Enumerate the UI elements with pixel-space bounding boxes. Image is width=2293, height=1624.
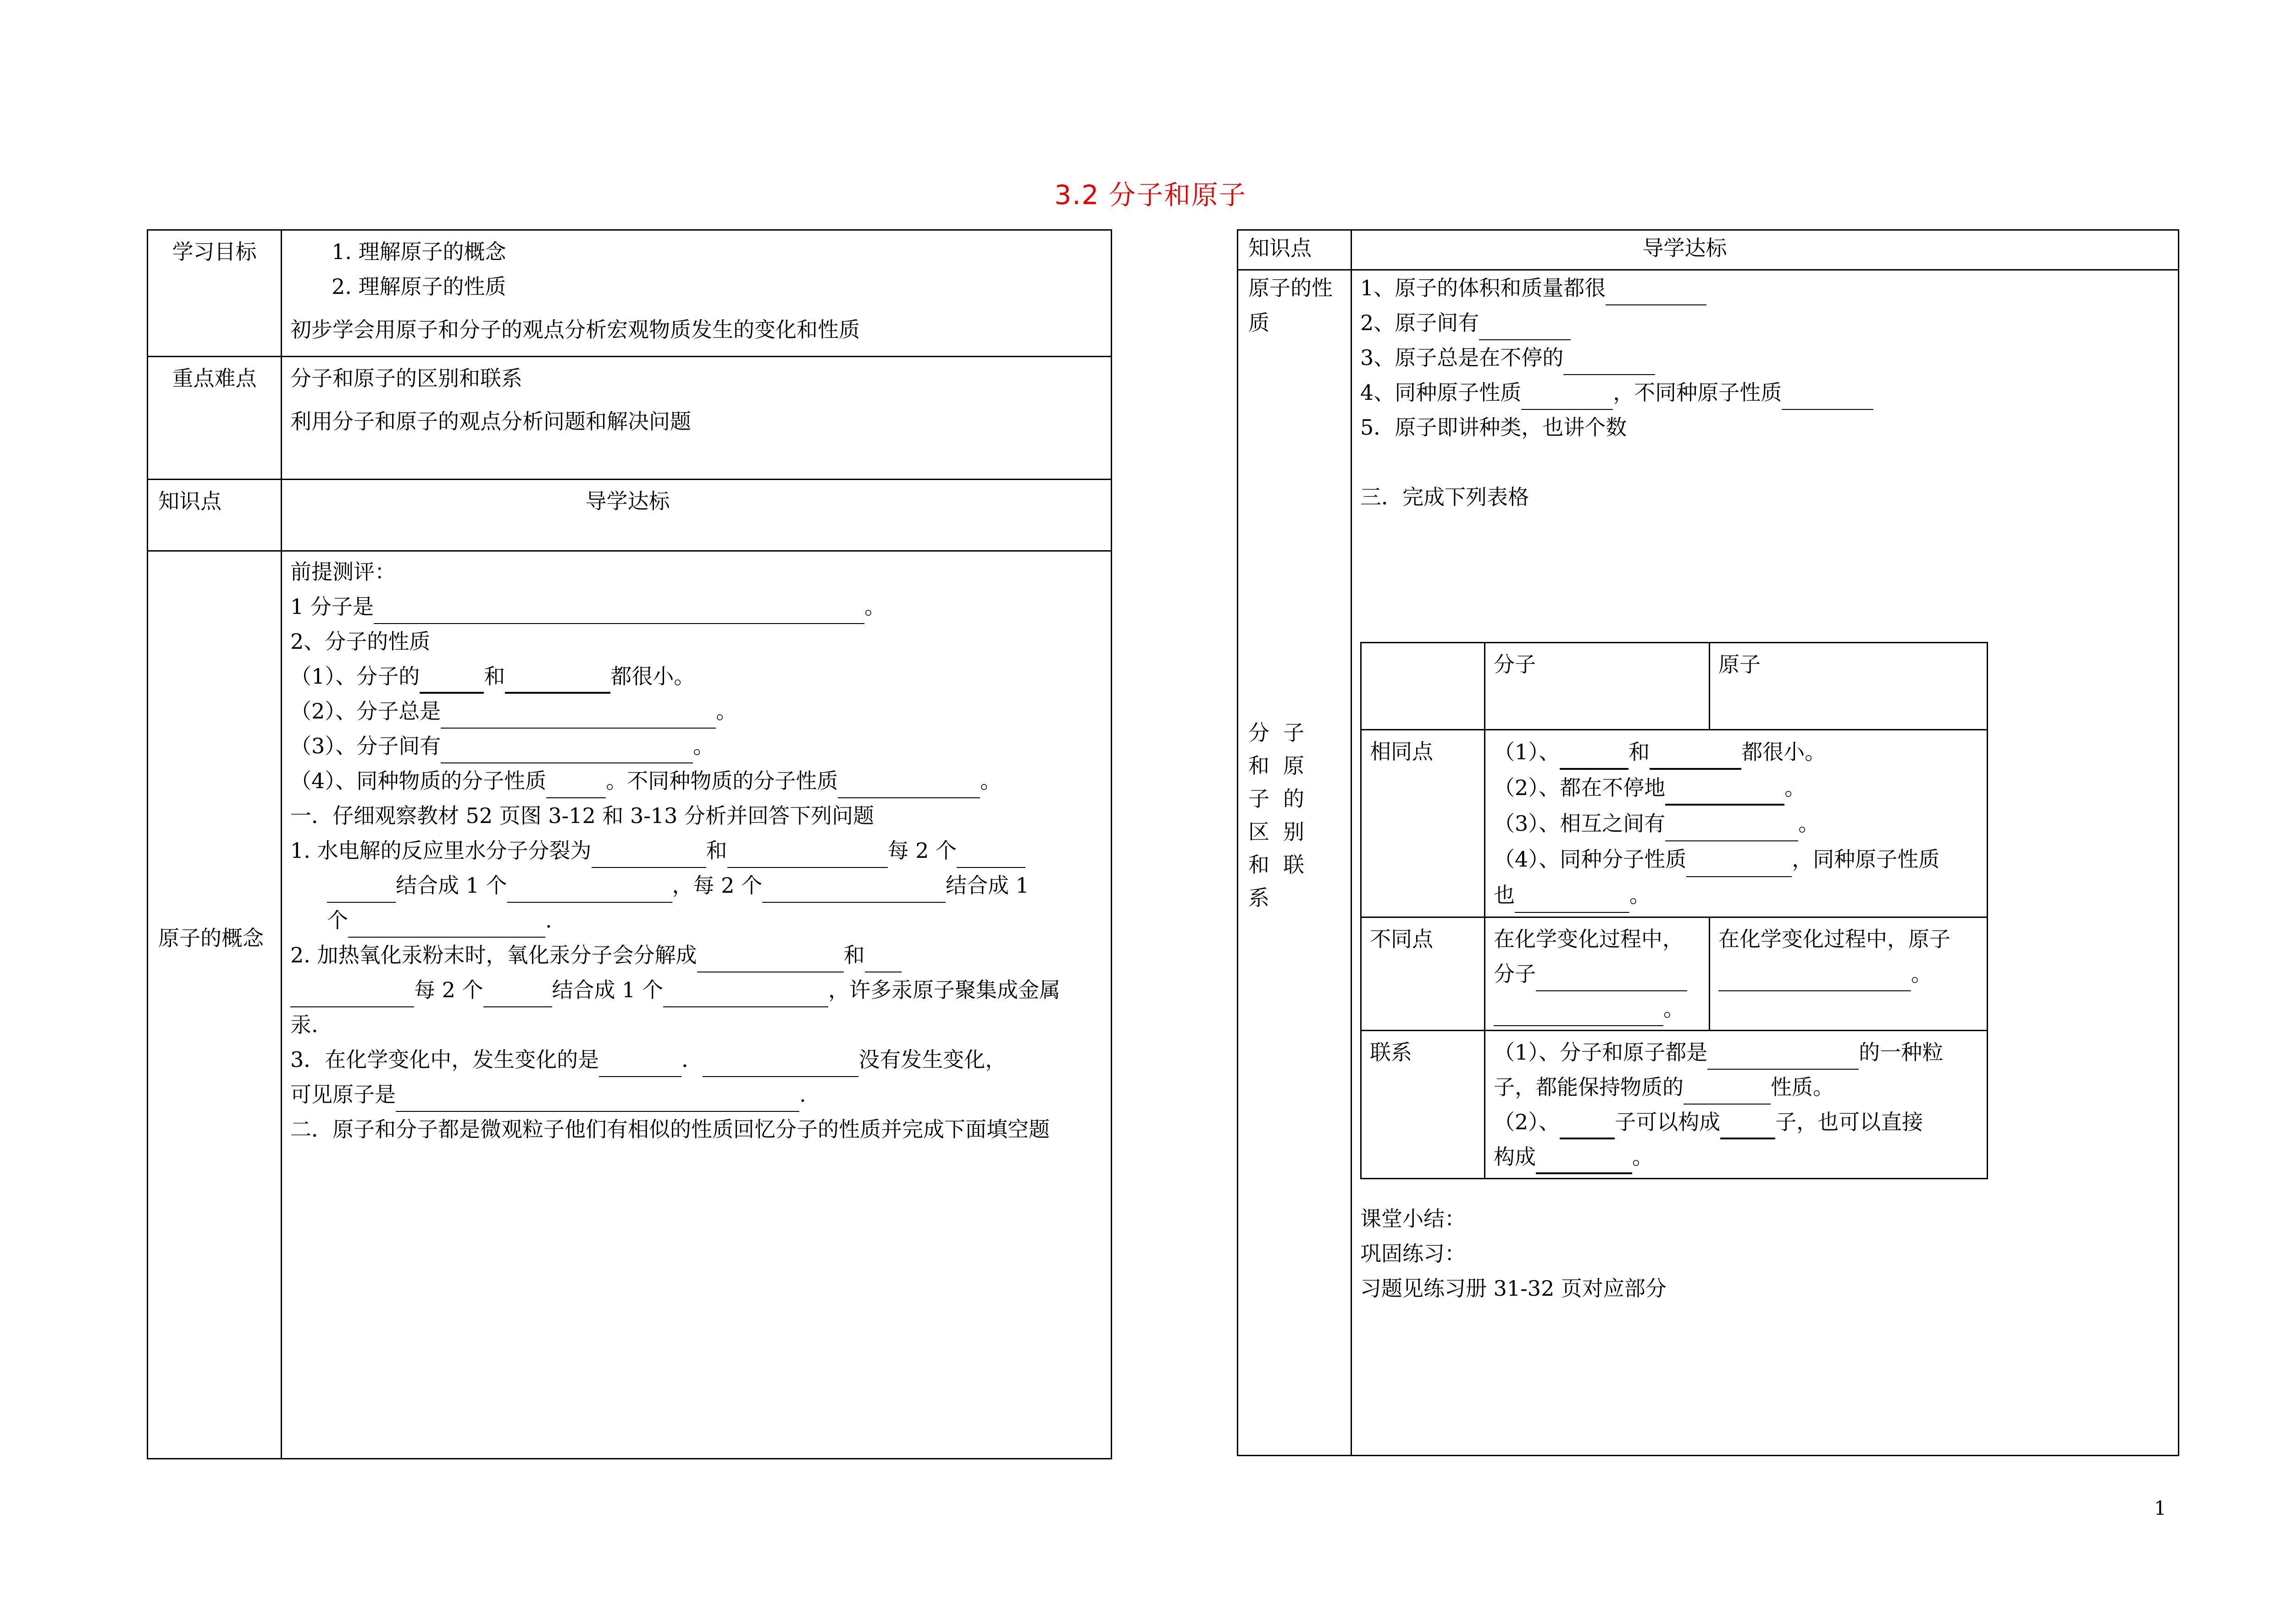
same-4-cont: 也 。 <box>1494 877 1978 913</box>
same-2: （2）、都在不停地 。 <box>1494 770 1978 806</box>
diff-mol-a: 在化学变化过程中， <box>1494 927 1684 951</box>
col-molecule: 分子 <box>1485 643 1710 730</box>
q2-3: （3）、分子间有 。 <box>290 729 1102 763</box>
goals-content <box>282 230 1112 357</box>
pre-test: 前提测评： <box>290 559 396 584</box>
s1-2-b: 每 2 个 结合成 1 个 ，许多汞原子聚集成金属 <box>290 972 1102 1007</box>
prop-label: 原子的性质 <box>1248 276 1333 335</box>
link-1b: 子，都能保持物质的 性质。 <box>1494 1070 1978 1105</box>
s1-1-a: 1. 水电解的反应里水分子分裂为 和 每 2 个 <box>290 833 1102 868</box>
same-3: （3）、相互之间有 。 <box>1494 806 1978 841</box>
page-number: 1 <box>2154 1497 2166 1519</box>
key-content <box>282 357 1112 480</box>
link-label: 联系 <box>1361 1031 1485 1179</box>
goal-1: 1. 理解原子的概念 <box>332 239 506 264</box>
diff-atom-a: 在化学变化过程中，原子 <box>1718 927 1950 951</box>
concept-label: 原子的概念 <box>148 551 282 1459</box>
left-table <box>147 229 1112 1459</box>
right-content <box>1351 270 2179 1456</box>
q2-1: （1）、分子的 和 都很小。 <box>290 659 1102 694</box>
q2-4: （4）、同种物质的分子性质 。不同种物质的分子性质 。 <box>290 763 1102 798</box>
page-title: 3.2 分子和原子 <box>1054 179 1246 210</box>
key-label: 重点难点 <box>148 357 282 480</box>
compare-table <box>1360 642 1988 1179</box>
s1-3-b: 可见原子是 . <box>290 1077 1102 1112</box>
s1-1-c: 个 . <box>290 903 1102 938</box>
header-knowledge: 知识点 <box>148 480 282 551</box>
key-2: 利用分子和原子的观点分析问题和解决问题 <box>290 409 691 434</box>
col-atom: 原子 <box>1710 643 1988 730</box>
q2: 2、分子的性质 <box>290 629 431 654</box>
diff-label: 分子和原子的区别和联系 <box>1248 720 1318 910</box>
key-1: 分子和原子的区别和联系 <box>290 366 522 391</box>
same-content <box>1485 730 1988 917</box>
q2-2: （2）、分子总是 。 <box>290 694 1102 729</box>
s1-2-c: 汞. <box>290 1012 318 1037</box>
s1-2-a: 2. 加热氧化汞粉末时，氧化汞分子会分解成 和 <box>290 938 1102 972</box>
diff-atom-b: 。 <box>1718 956 1978 991</box>
link-1a: （1）、分子和原子都是 的一种粒 <box>1494 1035 1978 1070</box>
s1-3-a: 3．在化学变化中，发生变化的是 ． 没有发生变化， <box>290 1042 1102 1077</box>
right-header-guide <box>1351 230 2179 270</box>
right-labels <box>1238 270 1351 1456</box>
p5: 5．原子即讲种类，也讲个数 <box>1360 415 1627 440</box>
p4: 4、同种原子性质 ，不同种原子性质 <box>1360 375 2170 410</box>
q1: 1 分子是 。 <box>290 589 1102 624</box>
section-3: 三．完成下列表格 <box>1360 485 1529 509</box>
header-guide-text: 导学达标 <box>585 489 670 514</box>
s1-1-b: 结合成 1 个 ，每 2 个 结合成 1 <box>290 868 1102 903</box>
right-header-guide-text: 导学达标 <box>1642 236 1727 260</box>
right-header-knowledge: 知识点 <box>1238 230 1351 270</box>
p1: 1、原子的体积和质量都很 <box>1360 271 2170 305</box>
header-guide <box>282 480 1112 551</box>
goal-2: 2. 理解原子的性质 <box>332 274 506 299</box>
diff-mol-c: 。 <box>1494 991 1700 1026</box>
diff-molecule <box>1485 917 1710 1031</box>
section-1: 一．仔细观察教材 52 页图 3-12 和 3-13 分析并回答下列问题 <box>290 803 874 828</box>
same-1: （1）、 和 都很小。 <box>1494 734 1978 770</box>
right-table <box>1237 229 2179 1456</box>
diff-mol-b: 分子 <box>1494 956 1700 991</box>
p2: 2、原子间有 <box>1360 305 2170 340</box>
link-content <box>1485 1031 1988 1179</box>
goals-label: 学习目标 <box>148 230 282 357</box>
summary: 课堂小结： <box>1360 1206 1466 1231</box>
same-4: （4）、同种分子性质 ，同种原子性质 <box>1494 841 1978 877</box>
practice: 巩固练习： <box>1360 1241 1466 1266</box>
diff-row-label: 不同点 <box>1361 917 1485 1031</box>
link-2a: （2）、 子可以构成 子，也可以直接 <box>1494 1105 1978 1139</box>
exercise: 习题见练习册 31-32 页对应部分 <box>1360 1276 1667 1301</box>
compare-corner <box>1361 643 1485 730</box>
concept-content <box>282 551 1112 1459</box>
section-2: 二．原子和分子都是微观粒子他们有相似的性质回忆分子的性质并完成下面填空题 <box>290 1117 1050 1142</box>
link-2b: 构成 。 <box>1494 1139 1978 1174</box>
p3: 3、原子总是在不停的 <box>1360 340 2170 375</box>
summary-block <box>1360 1201 1667 1306</box>
same-label: 相同点 <box>1361 730 1485 917</box>
goal-3: 初步学会用原子和分子的观点分析宏观物质发生的变化和性质 <box>290 317 860 342</box>
diff-atom <box>1710 917 1988 1031</box>
